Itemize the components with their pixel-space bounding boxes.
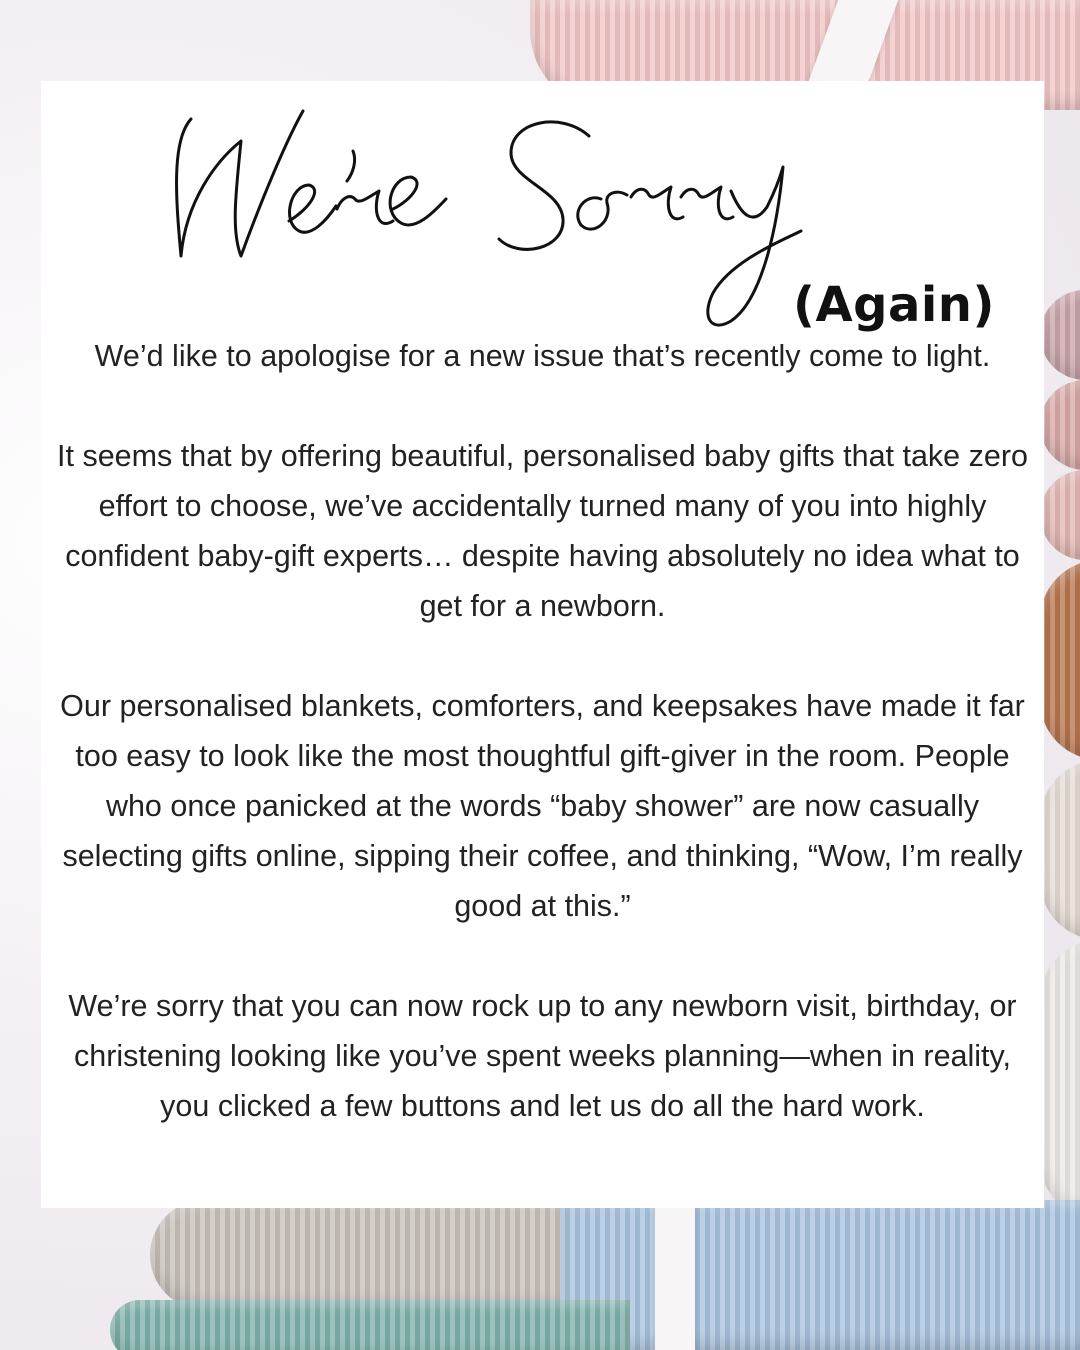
blanket-teal [110, 1300, 630, 1350]
apology-body [41, 331, 1044, 1181]
paragraph-intro: We’d like to apologise for a new issue that’s recently come to light. [94, 339, 991, 373]
again-subtitle: (Again) [793, 277, 995, 333]
paragraph-experts: It seems that by offering beautiful, personalised baby gifts that take zero effort to choose, we’ve accidentally turned many of you into highly confident baby-gift experts… despite having absolutely no idea what to get for a newborn. [57, 439, 1028, 623]
paragraph-closing: We’re sorry that you can now rock up to any newborn visit, birthday, or christening looking like you’ve spent weeks planning—when in reality, you clicked a few buttons and let us do all the hard work. [68, 989, 1017, 1123]
blanket-blue [560, 1200, 1080, 1350]
blanket-cream [1040, 940, 1080, 1220]
ribbon-bottom [655, 1200, 695, 1350]
paragraph-products: Our personalised blankets, comforters, and keepsakes have made it far too easy to look like the most thoughtful gift-giver in the room. People who once panicked at the words “baby shower” are now casually selecting gifts online, sipping their coffee, and thinking, “Wow, I’m really good at this.” [60, 689, 1025, 923]
apology-card [41, 81, 1044, 1208]
